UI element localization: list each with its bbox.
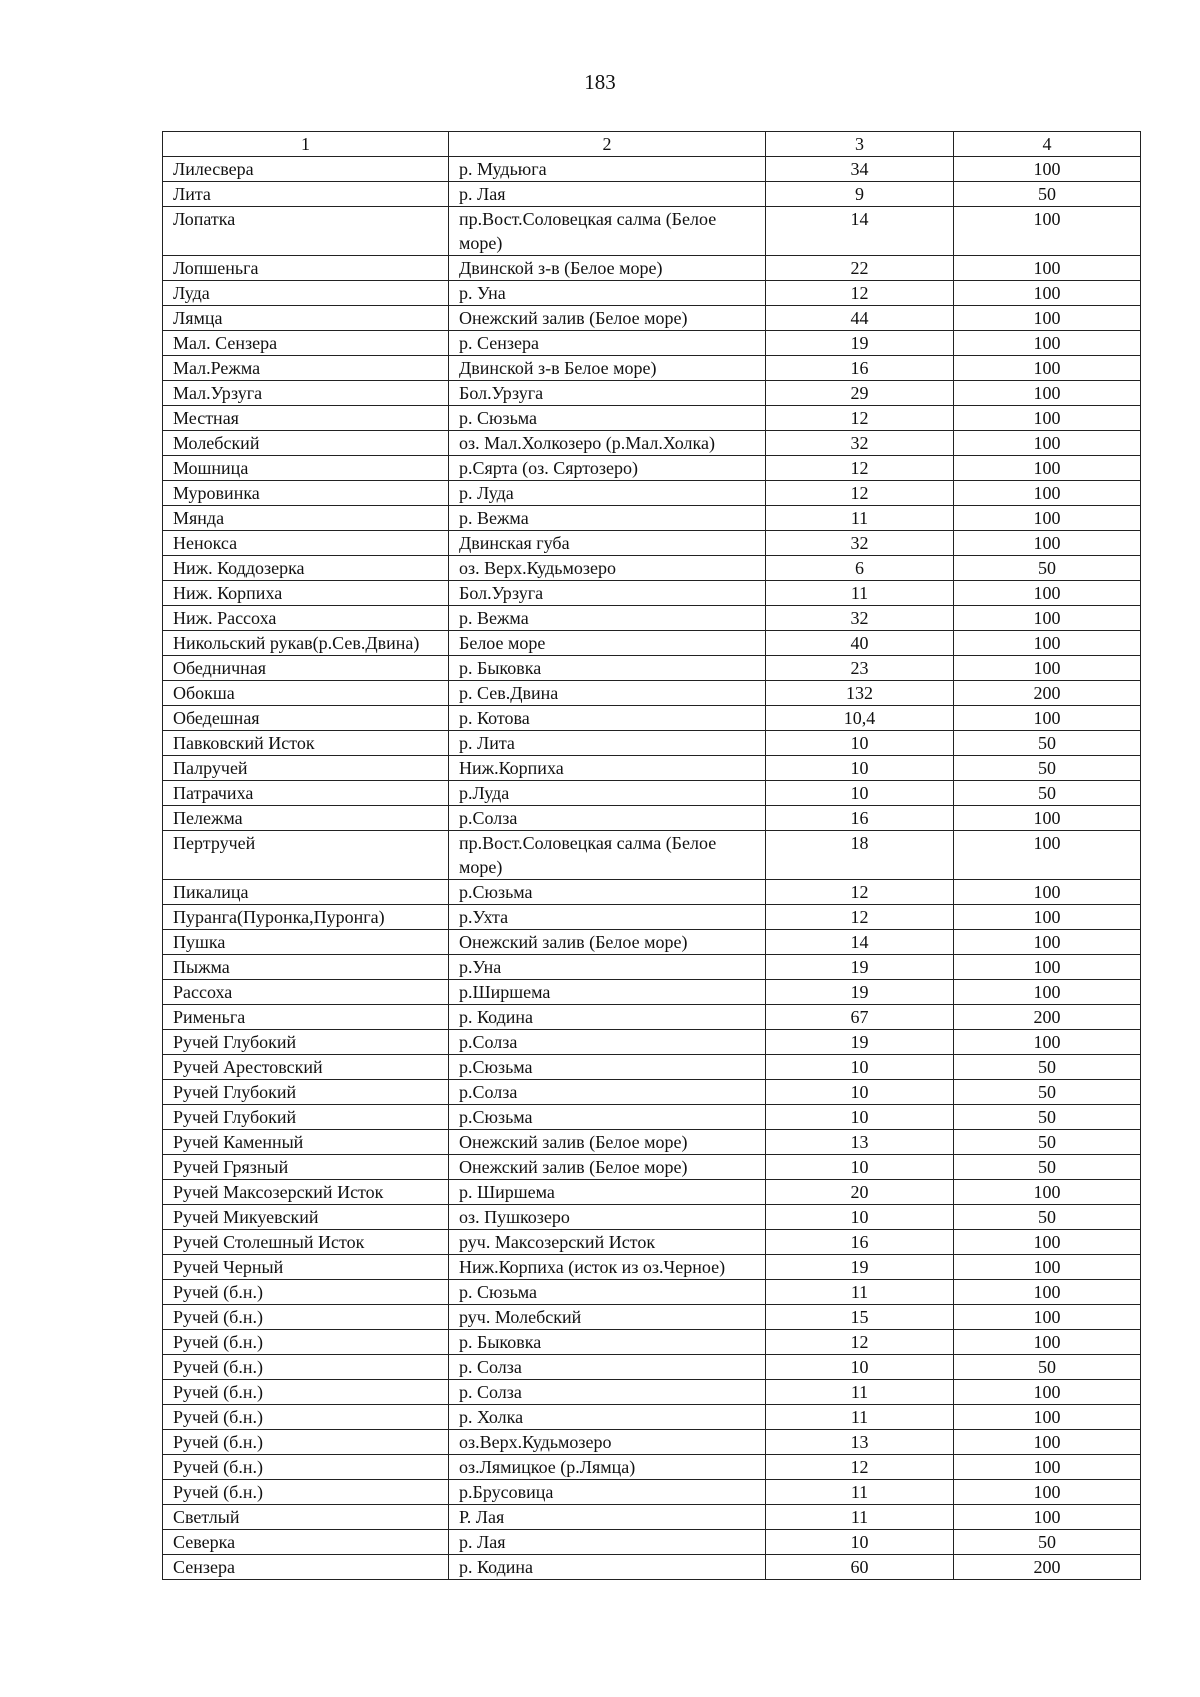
cell-col-4: 100 [954,1455,1141,1480]
cell-name: Ниж. Рассоха [163,606,449,631]
table-row [163,1530,1141,1555]
cell-col-3: 10 [766,1105,954,1130]
cell-col-3: 9 [766,182,954,207]
cell-col-3: 16 [766,1230,954,1255]
table-row [163,1155,1141,1180]
cell-col-4: 100 [954,207,1141,256]
cell-source: р. Сев.Двина [449,681,766,706]
cell-source: р.Сюзьма [449,1105,766,1130]
table-row [163,1330,1141,1355]
cell-col-3: 60 [766,1555,954,1580]
table-row [163,880,1141,905]
cell-source: оз.Верх.Кудьмозеро [449,1430,766,1455]
cell-name: Муровинка [163,481,449,506]
cell-col-3: 11 [766,581,954,606]
table-row [163,955,1141,980]
cell-name: Ручей (б.н.) [163,1405,449,1430]
table-row [163,756,1141,781]
cell-name: Мал.Урзуга [163,381,449,406]
cell-col-3: 19 [766,331,954,356]
cell-source: Онежский залив (Белое море) [449,1155,766,1180]
cell-name: Рименьга [163,1005,449,1030]
header-col-4: 4 [954,132,1141,157]
cell-col-4: 50 [954,1130,1141,1155]
cell-col-3: 32 [766,431,954,456]
cell-source: р.Уна [449,955,766,980]
cell-col-4: 100 [954,1480,1141,1505]
cell-col-3: 14 [766,930,954,955]
cell-col-3: 10 [766,1205,954,1230]
cell-source: Двинской з-в Белое море) [449,356,766,381]
cell-col-3: 18 [766,831,954,880]
cell-name: Палручей [163,756,449,781]
cell-col-4: 50 [954,756,1141,781]
cell-source: р. Лита [449,731,766,756]
table-row [163,806,1141,831]
cell-col-3: 11 [766,1380,954,1405]
cell-name: Ручей (б.н.) [163,1330,449,1355]
header-row [163,132,1141,157]
table-row [163,1055,1141,1080]
cell-name: Лопшеньга [163,256,449,281]
cell-col-3: 11 [766,1505,954,1530]
cell-name: Местная [163,406,449,431]
cell-col-4: 100 [954,581,1141,606]
cell-name: Ручей Арестовский [163,1055,449,1080]
cell-col-3: 22 [766,256,954,281]
cell-source: р.Брусовица [449,1480,766,1505]
table-row [163,606,1141,631]
cell-source: Онежский залив (Белое море) [449,306,766,331]
cell-col-3: 12 [766,481,954,506]
table-row [163,1130,1141,1155]
cell-source: Бол.Урзуга [449,381,766,406]
cell-name: Мал.Режма [163,356,449,381]
table-row [163,1305,1141,1330]
cell-col-4: 100 [954,955,1141,980]
cell-source: р. Луда [449,481,766,506]
cell-col-4: 100 [954,331,1141,356]
cell-col-4: 100 [954,1405,1141,1430]
cell-col-4: 100 [954,905,1141,930]
table-row [163,930,1141,955]
cell-col-3: 16 [766,806,954,831]
cell-col-3: 12 [766,880,954,905]
cell-col-4: 200 [954,681,1141,706]
cell-col-3: 10 [766,781,954,806]
cell-col-4: 100 [954,381,1141,406]
cell-source: р. Котова [449,706,766,731]
cell-col-3: 11 [766,1405,954,1430]
cell-source: оз. Верх.Кудьмозеро [449,556,766,581]
cell-col-3: 15 [766,1305,954,1330]
cell-source: р. Кодина [449,1555,766,1580]
table-row [163,1480,1141,1505]
cell-name: Мал. Сензера [163,331,449,356]
cell-col-3: 34 [766,157,954,182]
cell-col-4: 100 [954,1230,1141,1255]
table-header [163,132,1141,157]
cell-col-3: 6 [766,556,954,581]
table-row [163,281,1141,306]
cell-source: р.Сярта (оз. Сяртозеро) [449,456,766,481]
cell-col-3: 10 [766,1155,954,1180]
cell-col-3: 23 [766,656,954,681]
cell-col-4: 100 [954,880,1141,905]
cell-source: р. Вежма [449,506,766,531]
table-row [163,182,1141,207]
cell-col-3: 10 [766,1055,954,1080]
cell-col-4: 50 [954,556,1141,581]
table-row [163,456,1141,481]
cell-col-4: 100 [954,706,1141,731]
cell-col-4: 100 [954,980,1141,1005]
cell-name: Лита [163,182,449,207]
cell-source: Онежский залив (Белое море) [449,1130,766,1155]
cell-source: Онежский залив (Белое море) [449,930,766,955]
cell-col-3: 14 [766,207,954,256]
table-row [163,1030,1141,1055]
cell-name: Лилесвера [163,157,449,182]
cell-source: р. Сюзьма [449,406,766,431]
table-row [163,1005,1141,1030]
cell-source: р.Ширшема [449,980,766,1005]
cell-col-4: 100 [954,306,1141,331]
cell-name: Ненокса [163,531,449,556]
cell-name: Ниж. Коддозерка [163,556,449,581]
cell-name: Мошница [163,456,449,481]
cell-col-3: 67 [766,1005,954,1030]
table-row [163,431,1141,456]
cell-col-3: 10 [766,731,954,756]
header-col-2: 2 [449,132,766,157]
cell-col-4: 100 [954,656,1141,681]
cell-name: Лямца [163,306,449,331]
table-row [163,1080,1141,1105]
cell-col-4: 100 [954,1280,1141,1305]
cell-col-4: 100 [954,1255,1141,1280]
cell-name: Луда [163,281,449,306]
cell-col-4: 50 [954,731,1141,756]
cell-name: Обокша [163,681,449,706]
cell-source: Белое море [449,631,766,656]
cell-col-3: 20 [766,1180,954,1205]
cell-name: Северка [163,1530,449,1555]
cell-col-4: 50 [954,781,1141,806]
cell-col-4: 100 [954,1505,1141,1530]
header-col-1: 1 [163,132,449,157]
cell-source: р.Солза [449,1030,766,1055]
table-body [163,157,1141,1580]
table-row [163,631,1141,656]
cell-name: Ручей (б.н.) [163,1305,449,1330]
cell-source: р. Лая [449,182,766,207]
table-row [163,356,1141,381]
table-row [163,506,1141,531]
cell-name: Ручей Столешный Исток [163,1230,449,1255]
cell-col-4: 200 [954,1555,1141,1580]
table-row [163,531,1141,556]
table-row [163,1380,1141,1405]
cell-col-4: 50 [954,1105,1141,1130]
data-table [162,131,1141,1580]
cell-col-4: 100 [954,157,1141,182]
cell-name: Ручей Черный [163,1255,449,1280]
cell-col-3: 40 [766,631,954,656]
cell-col-4: 200 [954,1005,1141,1030]
table-row [163,1355,1141,1380]
cell-name: Пыжма [163,955,449,980]
table-row [163,1430,1141,1455]
table-row [163,256,1141,281]
cell-source: р. Солза [449,1380,766,1405]
table-row [163,1230,1141,1255]
cell-col-4: 100 [954,281,1141,306]
cell-col-4: 100 [954,1305,1141,1330]
table-row [163,905,1141,930]
table-row [163,1555,1141,1580]
cell-name: Ручей (б.н.) [163,1430,449,1455]
cell-col-3: 44 [766,306,954,331]
table-row [163,1255,1141,1280]
cell-col-4: 100 [954,506,1141,531]
header-col-3: 3 [766,132,954,157]
cell-name: Ниж. Корпиха [163,581,449,606]
cell-source: руч. Молебский [449,1305,766,1330]
cell-col-4: 100 [954,431,1141,456]
cell-source: оз. Пушкозеро [449,1205,766,1230]
cell-name: Ручей Микуевский [163,1205,449,1230]
cell-source: р. Холка [449,1405,766,1430]
cell-source: р. Сюзьма [449,1280,766,1305]
cell-col-4: 100 [954,631,1141,656]
table-row [163,1105,1141,1130]
table-row [163,306,1141,331]
cell-col-4: 50 [954,1055,1141,1080]
cell-source: оз.Лямицкое (р.Лямца) [449,1455,766,1480]
table-row [163,831,1141,880]
cell-source: р. Лая [449,1530,766,1555]
cell-name: Лопатка [163,207,449,256]
cell-name: Мянда [163,506,449,531]
cell-col-4: 100 [954,1380,1141,1405]
table-row [163,157,1141,182]
cell-source: Бол.Урзуга [449,581,766,606]
cell-name: Сензера [163,1555,449,1580]
cell-col-4: 50 [954,182,1141,207]
table-row [163,381,1141,406]
cell-source: оз. Мал.Холкозеро (р.Мал.Холка) [449,431,766,456]
cell-col-4: 100 [954,356,1141,381]
cell-col-3: 12 [766,281,954,306]
cell-col-3: 19 [766,1030,954,1055]
cell-col-3: 11 [766,1480,954,1505]
table-row [163,1280,1141,1305]
cell-col-4: 100 [954,831,1141,880]
cell-col-4: 100 [954,256,1141,281]
cell-source: Ниж.Корпиха (исток из оз.Черное) [449,1255,766,1280]
cell-name: Павковский Исток [163,731,449,756]
cell-name: Ручей Глубокий [163,1080,449,1105]
cell-name: Пушка [163,930,449,955]
cell-col-4: 50 [954,1155,1141,1180]
cell-col-3: 12 [766,905,954,930]
cell-col-3: 12 [766,1455,954,1480]
cell-name: Пикалица [163,880,449,905]
table-row [163,656,1141,681]
table-row [163,581,1141,606]
cell-col-3: 10 [766,1080,954,1105]
cell-source: р. Быковка [449,656,766,681]
table-row [163,1405,1141,1430]
cell-col-3: 10 [766,756,954,781]
cell-col-3: 13 [766,1130,954,1155]
cell-col-3: 12 [766,406,954,431]
table-row [163,706,1141,731]
cell-col-3: 29 [766,381,954,406]
cell-col-4: 100 [954,1330,1141,1355]
cell-name: Пертручей [163,831,449,880]
cell-source: р. Быковка [449,1330,766,1355]
cell-col-3: 19 [766,980,954,1005]
cell-name: Рассоха [163,980,449,1005]
cell-col-4: 100 [954,806,1141,831]
cell-col-3: 11 [766,506,954,531]
cell-col-4: 100 [954,1030,1141,1055]
cell-name: Ручей Грязный [163,1155,449,1180]
cell-source: р. Мудьюга [449,157,766,182]
cell-name: Ручей Максозерский Исток [163,1180,449,1205]
cell-name: Молебский [163,431,449,456]
cell-col-3: 10 [766,1530,954,1555]
cell-name: Ручей (б.н.) [163,1355,449,1380]
cell-source: Ниж.Корпиха [449,756,766,781]
table-row [163,731,1141,756]
cell-col-4: 100 [954,1180,1141,1205]
cell-source: р.Сюзьма [449,1055,766,1080]
cell-col-3: 13 [766,1430,954,1455]
cell-col-4: 50 [954,1530,1141,1555]
cell-name: Никольский рукав(р.Сев.Двина) [163,631,449,656]
cell-name: Пележма [163,806,449,831]
cell-source: р.Сюзьма [449,880,766,905]
cell-name: Ручей Глубокий [163,1030,449,1055]
cell-col-3: 19 [766,955,954,980]
cell-col-3: 19 [766,1255,954,1280]
cell-name: Патрачиха [163,781,449,806]
cell-col-4: 100 [954,930,1141,955]
cell-col-3: 11 [766,1280,954,1305]
cell-source: пр.Вост.Соловецкая салма (Белое море) [449,831,766,880]
cell-name: Пуранга(Пуронка,Пуронга) [163,905,449,930]
page-number: 183 [584,70,616,94]
cell-col-3: 32 [766,531,954,556]
table-row [163,1205,1141,1230]
cell-source: пр.Вост.Соловецкая салма (Белое море) [449,207,766,256]
cell-col-4: 100 [954,1430,1141,1455]
cell-name: Светлый [163,1505,449,1530]
cell-col-3: 10 [766,1355,954,1380]
cell-source: р.Солза [449,806,766,831]
cell-col-4: 100 [954,406,1141,431]
cell-name: Ручей (б.н.) [163,1455,449,1480]
table-row [163,207,1141,256]
cell-col-4: 50 [954,1080,1141,1105]
table-row [163,556,1141,581]
cell-source: р. Сензера [449,331,766,356]
cell-source: Двинской з-в (Белое море) [449,256,766,281]
cell-name: Ручей (б.н.) [163,1380,449,1405]
cell-col-3: 12 [766,456,954,481]
table-row [163,1180,1141,1205]
table-row [163,980,1141,1005]
cell-col-4: 100 [954,606,1141,631]
cell-name: Ручей Каменный [163,1130,449,1155]
table-row [163,331,1141,356]
cell-col-3: 32 [766,606,954,631]
cell-source: р. Уна [449,281,766,306]
table-row [163,681,1141,706]
cell-col-4: 50 [954,1355,1141,1380]
cell-name: Ручей Глубокий [163,1105,449,1130]
table-row [163,406,1141,431]
cell-source: Двинская губа [449,531,766,556]
cell-source: р.Луда [449,781,766,806]
cell-source: р. Солза [449,1355,766,1380]
cell-col-4: 100 [954,531,1141,556]
cell-name: Обедничная [163,656,449,681]
cell-name: Обедешная [163,706,449,731]
cell-name: Ручей (б.н.) [163,1280,449,1305]
cell-col-4: 100 [954,481,1141,506]
table-row [163,1505,1141,1530]
cell-source: руч. Максозерский Исток [449,1230,766,1255]
cell-source: р. Ширшема [449,1180,766,1205]
cell-source: Р. Лая [449,1505,766,1530]
table-row [163,1455,1141,1480]
cell-col-4: 100 [954,456,1141,481]
cell-source: р.Солза [449,1080,766,1105]
table-row [163,781,1141,806]
cell-name: Ручей (б.н.) [163,1480,449,1505]
cell-source: р.Ухта [449,905,766,930]
cell-source: р. Кодина [449,1005,766,1030]
cell-source: р. Вежма [449,606,766,631]
table-row [163,481,1141,506]
cell-col-3: 132 [766,681,954,706]
cell-col-3: 12 [766,1330,954,1355]
cell-col-3: 10,4 [766,706,954,731]
cell-col-4: 50 [954,1205,1141,1230]
cell-col-3: 16 [766,356,954,381]
